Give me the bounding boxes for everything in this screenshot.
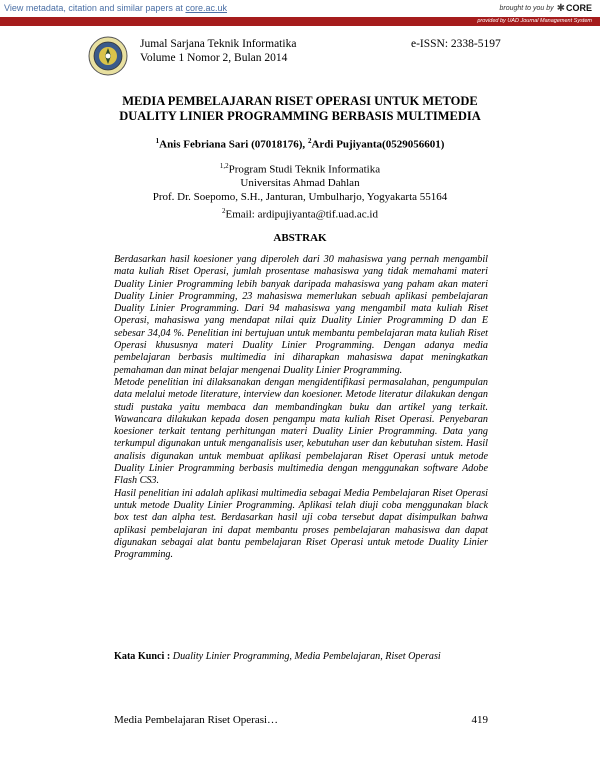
journal-issn: e-ISSN: 2338-5197 [411, 38, 501, 50]
journal-volume: Volume 1 Nomor 2, Bulan 2014 [140, 52, 288, 64]
author-email: Email: ardipujiyanta@tif.uad.ac.id [225, 208, 378, 221]
keywords [114, 650, 488, 663]
title-line: DUALITY LINIER PROGRAMMING BERBASIS MULTIMEDIA [119, 109, 481, 123]
core-provided-by[interactable]: provided by UAD Journal Management System [477, 18, 592, 24]
affiliation: $^{1,2}$Program Studi Teknik Informatika Universitas Ahmad Dahlan Prof. Dr. Soepomo, S.H., Janturan, Umbulharjo, Yogyakarta 55164 $^2$Email: ardipujiyanta@tif.uad.ac.id [60, 160, 540, 223]
affiliation-address: Prof. Dr. Soepomo, S.H., Janturan, Umbulharjo, Yogyakarta 55164 [152, 191, 448, 204]
abstract-heading: ABSTRAK [273, 232, 327, 244]
abstract-body [114, 254, 488, 561]
journal-info [140, 37, 296, 65]
abstract-paragraph: Hasil penelitian ini adalah aplikasi multimedia sebagai Media Pembelajaran Riset Operasi untuk metode Duality Linier Programming. Aplikasi telah diuji coba menggunakan black box test dan alpha test. Berdasarkan hasil uji coba tersebut dapat disimpulkan bahwa aplikasi pembelajaran ini dapat membantu proses pembelajaran mahasiswa dan dapat digunakan sebagai alat bantu pembelajaran Riset Operasi untuk metode Duality Linier Programming. [114, 487, 488, 561]
abstract-paragraph: Metode penelitian ini dilaksanakan dengan mengidentifikasi permasalahan, pengumpulan data melalui metode literature, interview dan koesioner. Metode literatur dilakukan dengan studi pustaka yaitu membaca dan membandingkan buku dan artikel yang terkait. Wawancara dilakukan kepada dosen pengampu mata kuliah Riset Operasi. Penyebaran koesioner terkait tentang perhitungan materi Duality Linier Programming. Data yang terkumpul digunakan untuk menganalisis user, kebutuhan user dan kebutuhan sistem. Hasil analisis digunakan untuk membuat aplikasi pembelajaran Riset Operasi untuk metode Duality Linier Programming berbasis multimedia dengan menggunakan software Adobe Flash CS3. [114, 376, 488, 487]
journal-name: Jumal Sarjana Teknik Informatika [140, 38, 297, 50]
keywords-value: Duality Linier Programming, Media Pembelajaran, Riset Operasi [172, 651, 441, 662]
title-line: MEDIA PEMBELAJARAN RISET OPERASI UNTUK METODE [122, 94, 478, 108]
core-logo[interactable]: ✱ CORE [556, 2, 592, 14]
affiliation-program: Program Studi Teknik Informatika [228, 163, 381, 176]
author-2: Ardi Pujiyanta(0529056601) [311, 138, 445, 151]
author-1: Anis Febriana Sari (07018176), [159, 138, 306, 151]
brought-by-text: brought to you by [499, 4, 554, 12]
core-provided-bar [0, 17, 600, 26]
abstract-paragraph: Berdasarkan hasil koesioner yang diperoleh dari 30 mahasiswa yang pernah mengambil mata kuliah Riset Operasi, jumlah prosentase mahasiswa yang tidak memahami materi Duality Linier Programming lebih banyak daripada mahasiswa yang paham akan materi Duality Linier Programming, 23 mahasiswa memerlukan sebuah aplikasi pembelajaran Duality Linier Programming. Dari 94 mahasiswa yang mengambil mata kuliah Riset Operasi, mahasiswa yang mendapat nilai quiz Duality Linier Programming D dan E sebesar 34,04 %. Penelitian ini bertujuan untuk membantu pembelajaran mata kuliah Riset Operasi khususnya materi Duality Linier Programming. Dengan adanya media pembelajaran berbasis multimedia ini diharapkan mahasiswa dapat meningkatkan pemahaman dan minat belajar mengenai Duality Linier Programming. [114, 254, 488, 376]
core-banner-top [0, 0, 600, 17]
core-metadata-link[interactable]: View metadata, citation and similar papers at core.ac.uk [4, 3, 227, 13]
university-logo-icon [88, 36, 128, 76]
running-title: Media Pembelajaran Riset Operasi… [114, 714, 279, 726]
core-brought-by [500, 2, 593, 14]
keywords-label: Kata Kunci : [114, 651, 171, 662]
authors: $^1$Anis Febriana Sari (07018176), $^2$Ardi Pujiyanta(0529056601) [155, 137, 445, 151]
core-logo-icon: ✱ [556, 2, 565, 14]
page-number: 419 [471, 714, 488, 726]
core-banner [0, 0, 600, 26]
paper-title [60, 94, 540, 124]
affiliation-university: Universitas Ahmad Dahlan [240, 177, 360, 190]
